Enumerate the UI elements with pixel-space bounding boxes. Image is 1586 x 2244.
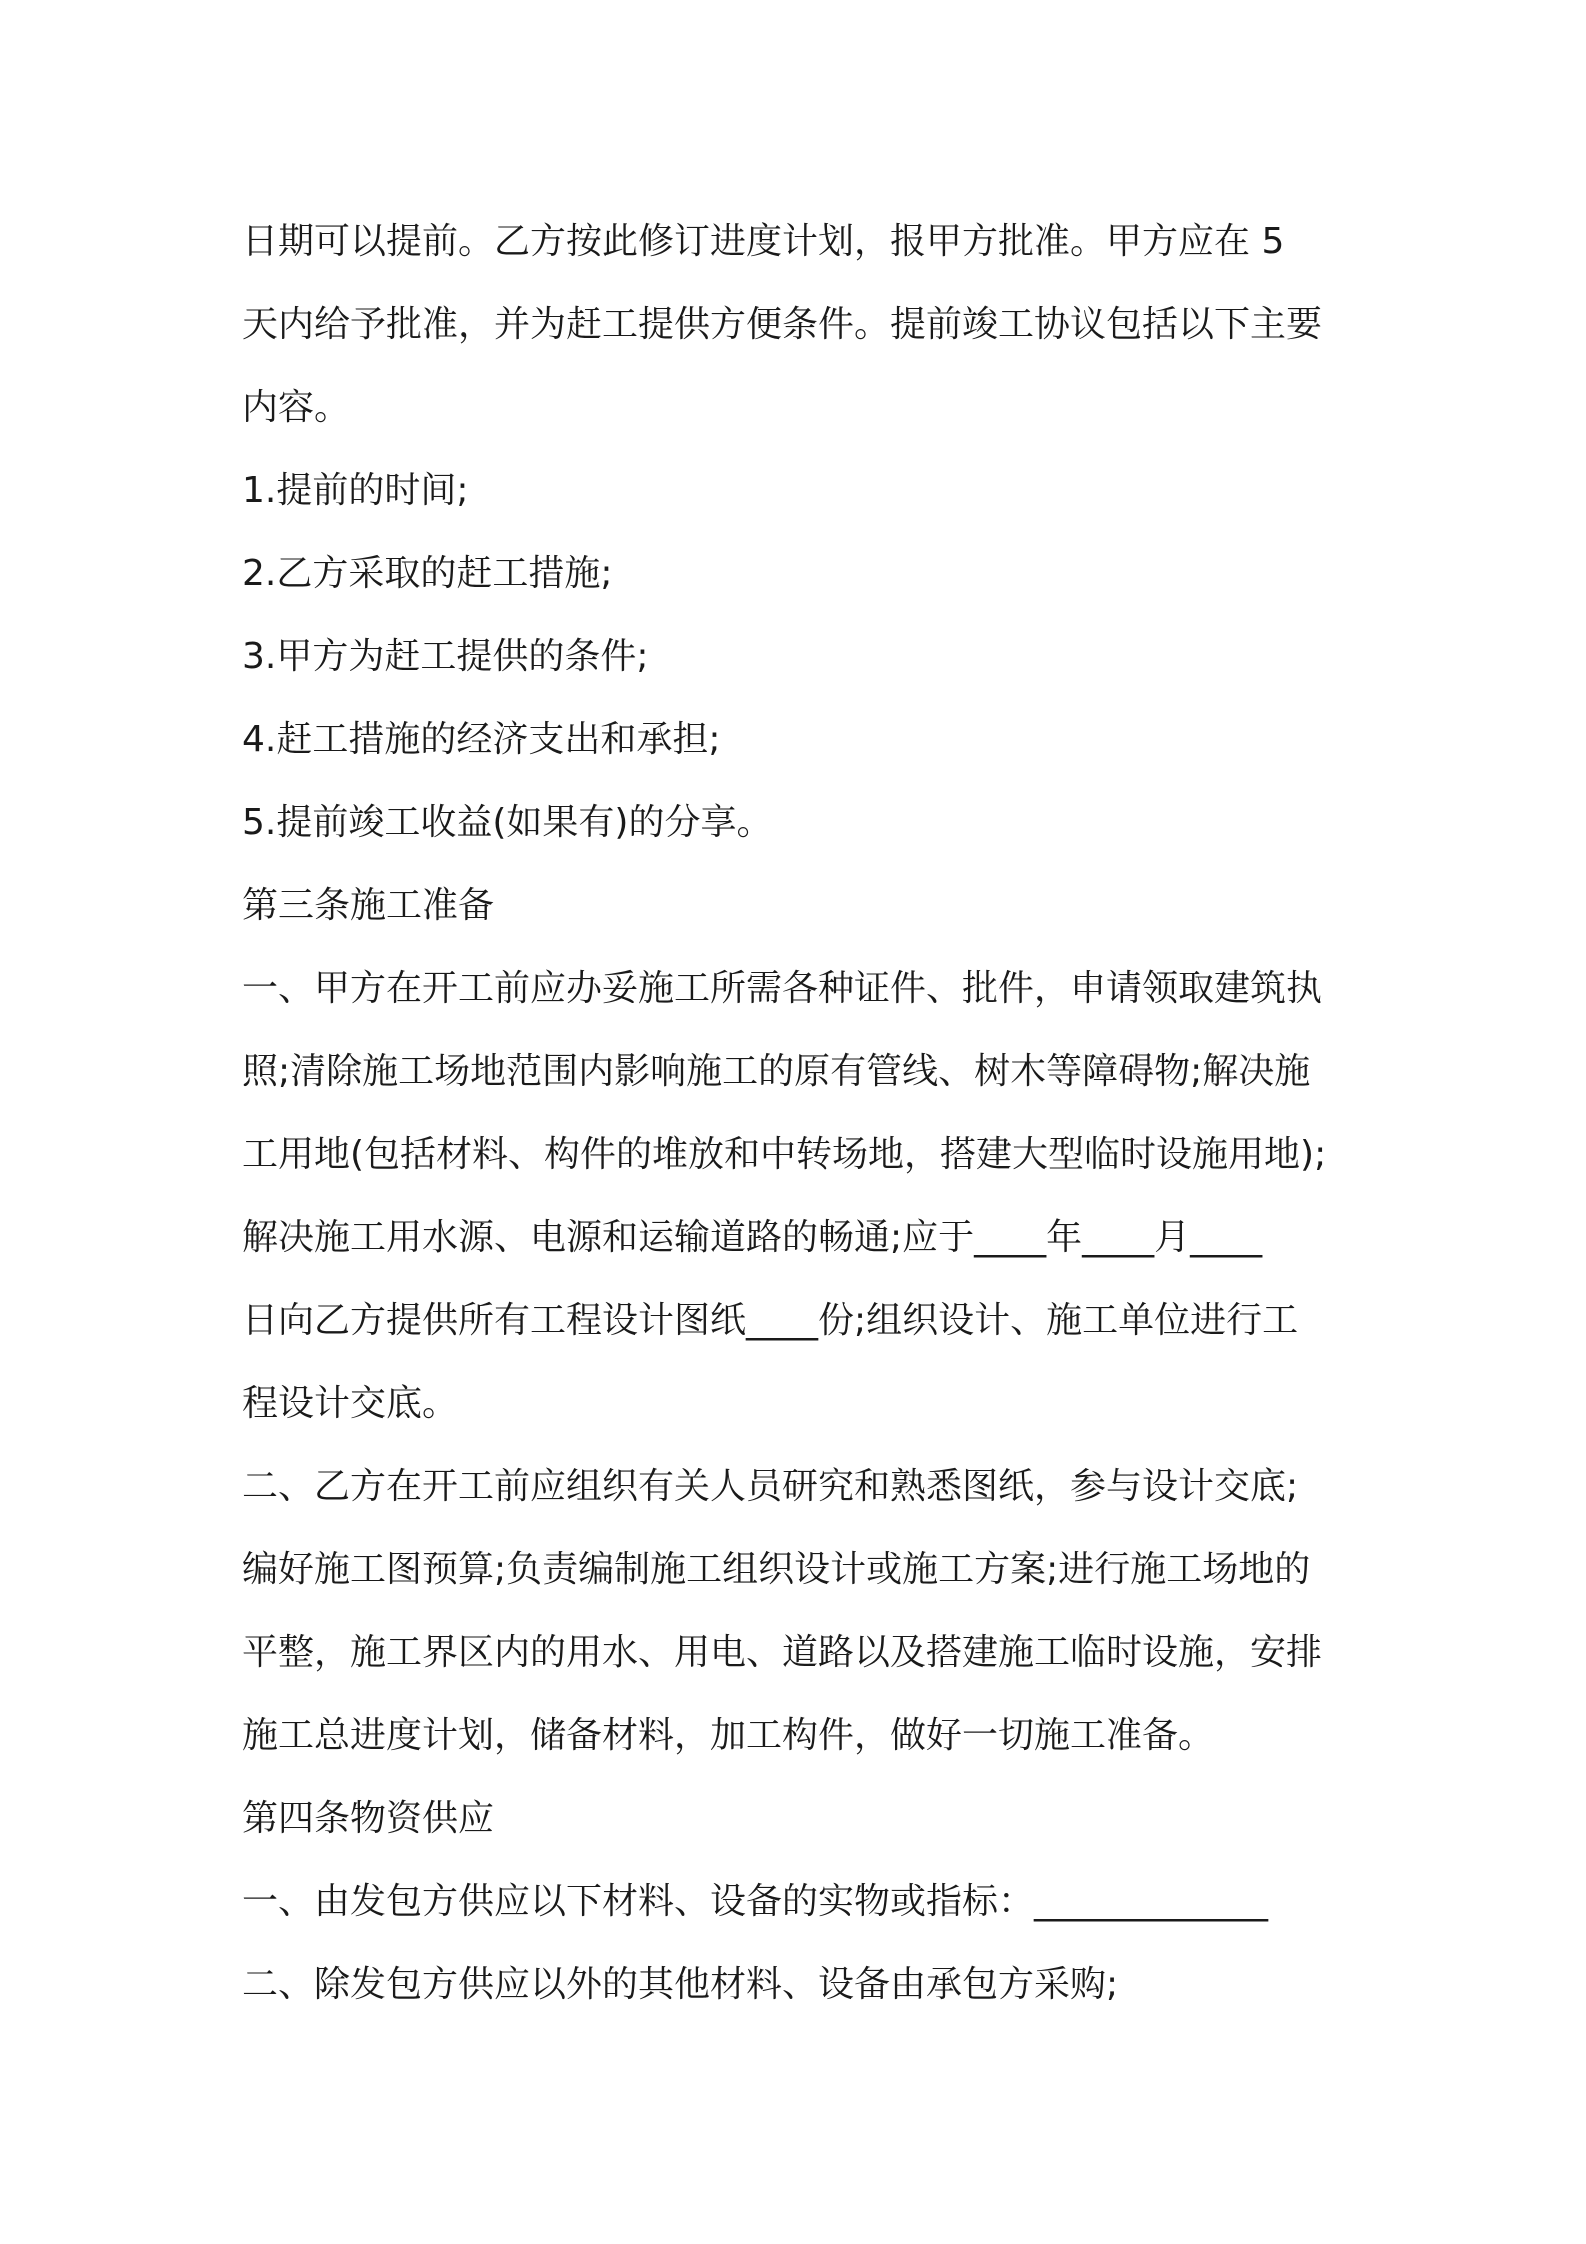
- text-line: 程设计交底。: [242, 1383, 459, 1424]
- list-item: 3.甲方为赶工提供的条件;: [242, 636, 649, 677]
- text-line: 二、除发包方供应以外的其他材料、设备由承包方采购;: [242, 1964, 1119, 2005]
- text-line: 施工总进度计划，储备材料，加工构件，做好一切施工准备。: [242, 1715, 1215, 1756]
- section-heading: 第四条物资供应: [242, 1798, 495, 1839]
- text-line: 日向乙方提供所有工程设计图纸____份;组织设计、施工单位进行工: [242, 1300, 1299, 1341]
- text-line: 二、乙方在开工前应组织有关人员研究和熟悉图纸，参与设计交底;: [242, 1466, 1299, 1507]
- list-item: 4.赶工措施的经济支出和承担;: [242, 719, 721, 760]
- text-line: 日期可以提前。乙方按此修订进度计划，报甲方批准。甲方应在 5: [242, 221, 1285, 262]
- document-body: [242, 200, 1352, 2026]
- text-line: 照;清除施工场地范围内影响施工的原有管线、树木等障碍物;解决施: [242, 1051, 1311, 1092]
- text-line: 内容。: [242, 387, 351, 428]
- text-line: 解决施工用水源、电源和运输道路的畅通;应于____年____月____: [242, 1217, 1263, 1258]
- list-item: 1.提前的时间;: [242, 470, 469, 511]
- text-line: 一、甲方在开工前应办妥施工所需各种证件、批件，申请领取建筑执: [242, 968, 1323, 1009]
- text-line: 平整，施工界区内的用水、用电、道路以及搭建施工临时设施，安排: [242, 1632, 1323, 1673]
- text-line: 工用地(包括材料、构件的堆放和中转场地，搭建大型临时设施用地);: [242, 1134, 1327, 1175]
- section-heading: 第三条施工准备: [242, 885, 495, 926]
- text-line: 天内给予批准，并为赶工提供方便条件。提前竣工协议包括以下主要: [242, 304, 1323, 345]
- text-line: 编好施工图预算;负责编制施工组织设计或施工方案;进行施工场地的: [242, 1549, 1311, 1590]
- text-line: 一、由发包方供应以下材料、设备的实物或指标：_____________: [242, 1881, 1269, 1922]
- list-item: 2.乙方采取的赶工措施;: [242, 553, 613, 594]
- list-item: 5.提前竣工收益(如果有)的分享。: [242, 802, 773, 843]
